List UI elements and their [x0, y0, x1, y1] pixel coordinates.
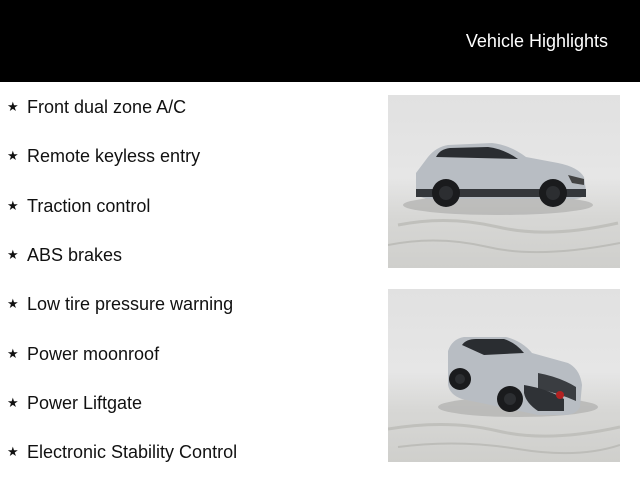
star-icon: ★: [7, 247, 19, 262]
feature-label: Front dual zone A/C: [27, 97, 187, 117]
feature-label: Electronic Stability Control: [27, 442, 238, 462]
feature-item: [7, 342, 159, 366]
feature-item: [7, 292, 233, 316]
feature-item: [7, 194, 150, 218]
feature-item: [7, 440, 237, 464]
header-title: Vehicle Highlights: [465, 31, 608, 51]
feature-item: [7, 243, 122, 267]
feature-label: Power Liftgate: [27, 393, 143, 413]
feature-label: Remote keyless entry: [27, 146, 201, 166]
star-icon: ★: [7, 148, 19, 163]
star-icon: ★: [7, 296, 19, 311]
star-icon: ★: [7, 198, 19, 213]
feature-label: Low tire pressure warning: [27, 294, 234, 314]
star-icon: ★: [7, 444, 19, 459]
feature-label: Power moonroof: [27, 344, 160, 364]
feature-label: ABS brakes: [27, 245, 123, 265]
feature-item: [7, 95, 186, 119]
star-icon: ★: [7, 395, 19, 410]
feature-item: [7, 144, 200, 168]
front-view-suv-image: [388, 289, 620, 462]
vehicle-photo-side[interactable]: [388, 95, 620, 268]
star-icon: ★: [7, 99, 19, 114]
feature-item: [7, 391, 142, 415]
feature-label: Traction control: [27, 196, 151, 216]
side-view-suv-image: [388, 95, 620, 268]
vehicle-photo-front[interactable]: [388, 289, 620, 462]
star-icon: ★: [7, 346, 19, 361]
